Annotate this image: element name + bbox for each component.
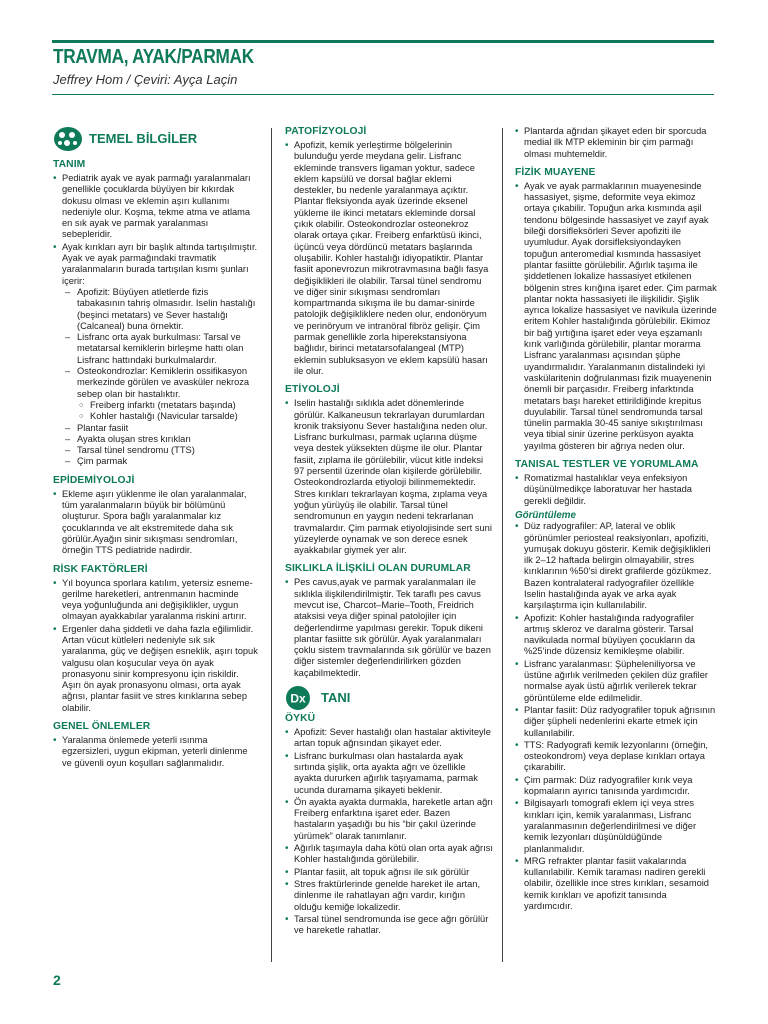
header-rule bbox=[52, 40, 714, 43]
list-item: • Apofizit: Kohler hastalığında radyografiler artmış skleroz ve daralma gösterir. Tarsal navikulada normal büyüyen çocukların da %25'inde düzensiz kemikleşme olabilir. bbox=[515, 613, 717, 658]
sub-list bbox=[64, 287, 258, 468]
continued-list bbox=[515, 126, 717, 160]
diagnosis-icon bbox=[285, 685, 315, 711]
column-middle bbox=[285, 126, 493, 937]
section-title-tani: TANI bbox=[321, 690, 351, 706]
list-item: • Stres fraktürlerinde genelde hareket ile artan, dinlenme ile rahatlayan ağrı vardır, kırığın olduğu kemiğe lokalizedir. bbox=[285, 879, 493, 913]
heading-tanisal: TANISAL TESTLER VE YORUMLAMA bbox=[515, 459, 699, 471]
heading-risk: RİSK FAKTÖRLERİ bbox=[53, 563, 148, 575]
sub-list-item bbox=[64, 366, 258, 422]
basics-icon bbox=[53, 126, 83, 152]
heading-onlemler: GENEL ÖNLEMLER bbox=[53, 721, 151, 733]
list-item: • Lisfranc yaralanması: Şüpheleniliyorsa ve üstüne ağırlık verilmeden çekilen düz grafiler normalse ayak üstü ağırlık verilerek tekrar görüntüleme elde edilmelidir. bbox=[515, 659, 717, 704]
heading-oyku: ÖYKÜ bbox=[285, 713, 316, 725]
list-item: • Apofizit: Sever hastalığı olan hastalar aktiviteyle artan topuk ağrısından şikayet eder. bbox=[285, 727, 493, 750]
sub-list-item: – Plantar fasiit bbox=[64, 423, 258, 434]
list-item: • Romatizmal hastalıklar veya enfeksiyon düşünülmedikçe laboratuvar her hastada gerekli değildir. bbox=[515, 473, 717, 507]
tanim-list bbox=[53, 173, 258, 468]
list-item: • Çim parmak: Düz radyografiler kırık veya kopmaların ayırıcı tanısında yardımcıdır. bbox=[515, 775, 717, 798]
sub-list-item-text: Osteokondrozlar: Kemiklerin ossifikasyon merkezinde görülen ve avasküler nekroza sebep olan bir hastalıktır. bbox=[77, 366, 250, 399]
list-item: • Pediatrik ayak ve ayak parmağı yaralanmaları genellikle çocuklarda büyüyen bir kıkırdak dokusu olması ve eklemin aşırı kullanımı nedeniyle olur. Koşma, tekme atma ve atlama en sık ayak ve parmak yaralanması sebepleridir. bbox=[53, 173, 258, 241]
page-number: 2 bbox=[53, 972, 61, 988]
sub-list-item: – Tarsal tünel sendromu (TTS) bbox=[64, 445, 258, 456]
list-item: • Plantar fasiit, alt topuk ağrısı ile sık görülür bbox=[285, 867, 493, 878]
heading-goruntuleme: Görüntüleme bbox=[515, 509, 576, 521]
list-item: • Tarsal tünel sendromunda ise gece ağrı görülür ve hareketle rahatlar. bbox=[285, 914, 493, 937]
list-item: • Düz radyografiler: AP, lateral ve oblik görünümler periosteal reaksiyonları, apofiziti, yumuşak dokuyu gösterir. Kemik değişiklikleri ilk 2–12 haftada belirgin olmayabilir, stres kırıklarının %50'si direkt grafilerde gözükmez. Bazen kontralateral radyografiler özellikle Iselin hastalığında ayak ve arka ayak karşılaştırma için kullanılabilir. bbox=[515, 521, 717, 611]
list-item: • Ergenler daha şiddetli ve daha fazla eğilimlidir. Artan vücut kütleleri nedeniyle sık sık yaralanma, güç ve değişen esneklik, aşırı topuk valgusu olan koşucular veya ön ayak pronasyonu sinir kompresyonu için riskildir. Aşırı ön ayak pronasyonu olması, orta ayak ağrısı, plantar fasiit ve stres kırıklarına sebep olabilir. bbox=[53, 624, 258, 714]
list-item: • Iselin hastalığı sıklıkla adet dönemlerinde görülür. Kalkaneusun tekrarlayan durumlardan kronik traksiyonu Sever hastalığına neden olur. Lisfranc burkulması, parmak uçlarına düşme veya destek yüksekten düşme ile olur. Plantar fasiit, zıplama ile görülebilir, vücut kitle indeksi 97 persentil üzerinde olan kişilerde görülebilir. Osteokondrozlarda etiyoloji bilinmemektedir. Stres kırıkları tekrarlayan koşma, zıplama veya yoğun yürüyüş ile olabilir. Tarsal tünel sendromunun en yaygın nedeni tekrarlanan travmalardır. Çim parmak etiyolojisinde sert suni yüzeylerde oynamak ve son derece esnek ayakkabılar giymek yer alır. bbox=[285, 398, 493, 556]
column-left bbox=[53, 126, 258, 770]
list-item: • Ağırlık taşımayla daha kötü olan orta ayak ağrısı Kohler hastalığında görülebilir. bbox=[285, 843, 493, 866]
sub-list-item: – Apofizit: Büyüyen atletlerde fizis tabakasının tahriş olmasıdır. Iselin hastalığı (beşinci metatars) ve Sever hastalığı (Calcaneal) buna örnektir. bbox=[64, 287, 258, 332]
nested-list bbox=[79, 400, 258, 423]
oyku-list bbox=[285, 727, 493, 936]
etiyoloji-list bbox=[285, 398, 493, 556]
svg-text:Dx: Dx bbox=[290, 691, 306, 706]
column-divider bbox=[271, 128, 272, 962]
list-item: • Bilgisayarlı tomografi eklem içi veya stres kırıkları için, kemik yaralanması, Lisfranc yaralanmasının değerlendirilmesi ve diğer kemik lezyonları düşünüldüğünde planlanmalıdır. bbox=[515, 798, 717, 854]
list-item: • Ayak ve ayak parmaklarının muayenesinde hassasiyet, şişme, deformite veya ekimoz ortaya çıkabilir. Topuğun arka kısmında aşil tendonu bölgesinde hassasiyet ve zayıf ayak bileği dorsifleksörleri Sever apofiziti ile uyumludur. Ayak dorsifleksiyondayken topuğun anteromedial kısmında hassasiyet plantar fasiitte görülebilir. Ağırlık taşıma ile şiddetlenen lokalize hassasiyet etkilenen bölgenin stres kırığına işaret eder. Çim parmak plantar nokta hassasiyeti ile ilişkilidir. Şişlik ayrıca lokalize hassasiyet ve navikula üzerinde eritem Kohler hastalığında görülebilir. Ekimoz bir bağ yırtığına işaret eder veya eşzamanlı kırık varlığında görülebilir, plantar morarma Lisfranc yaralanması açısından şüphe uyandırmalıdır. Yaralanmanın distalindeki iyi vaskülaritenin doğrulanması fizik muayenenin önemli bir parçasıdır. Freiberg infarktında metatars başı hareket ettirildiğinde krepitus duyulabilir. Tarsal tünel sendromunda tarsal tünelin parmakla 30-45 saniye sıkıştırılması veya tibial sinir üzerine perküsyon ayakta yayılma gösteren bir ağrıya neden olur. bbox=[515, 181, 717, 452]
list-item: • Ön ayakta ayakta durmakla, hareketle artan ağrı Freiberg enfarktına işaret eder. Bazen hastaların yaşadığı bu his “bir çakıl üzerinde yürümek” olarak tanımlanır. bbox=[285, 797, 493, 842]
list-item: • MRG refrakter plantar fasiit vakalarında kullanılabilir. Kemik taraması nadiren gerekli olabilir, özellikle ince stres kırıkları, sesamoid kemik kırıkları ve apofizit tanısında yardımcıdır. bbox=[515, 856, 717, 912]
list-item: • Yaralanma önlemede yeterli ısınma egzersizleri, uygun ekipman, yeterli dinlenme ve güvenli oyun koşulları sağlanmalıdır. bbox=[53, 735, 258, 769]
list-item: • Plantarda ağrıdan şikayet eden bir sporcuda medial ilk MTP ekleminin bir çim parmağı olması muhtemeldir. bbox=[515, 126, 717, 160]
list-item: • TTS: Radyografi kemik lezyonlarını (örneğin, osteokondrom) veya deplase kırıkları ortaya çıkarabilir. bbox=[515, 740, 717, 774]
nested-list-item: ○ Kohler hastalığı (Navicular tarsalde) bbox=[79, 411, 258, 422]
heading-tanim: TANIM bbox=[53, 159, 86, 170]
sub-list-item: – Ayakta oluşan stres kırıkları bbox=[64, 434, 258, 445]
list-item: • Plantar fasiit: Düz radyografiler topuk ağrısının diğer şüpheli nedenlerini ekarte etmek için kullanılabilir. bbox=[515, 705, 717, 739]
section-header-temel bbox=[53, 126, 258, 152]
heading-sikliklar: SIKLIKLA İLİŞKİLİ OLAN DURUMLAR bbox=[285, 563, 471, 575]
epidemiyoloji-list bbox=[53, 489, 258, 557]
heading-etiyoloji: ETİYOLOJİ bbox=[285, 384, 340, 396]
column-divider bbox=[502, 128, 503, 962]
fizik-list bbox=[515, 181, 717, 452]
sub-list-item: – Çim parmak bbox=[64, 456, 258, 467]
heading-patofizyoloji: PATOFİZYOLOJİ bbox=[285, 126, 367, 137]
patofizyoloji-list bbox=[285, 140, 493, 377]
column-right bbox=[515, 126, 717, 913]
section-header-tani bbox=[285, 685, 493, 711]
heading-fizik: FİZİK MUAYENE bbox=[515, 166, 596, 178]
header-underline bbox=[52, 94, 714, 95]
heading-epidemiyoloji: EPİDEMİYOLOJİ bbox=[53, 474, 135, 486]
list-item: • Pes cavus,ayak ve parmak yaralanmaları ile sıklıkla ilişkilendirilmiştir. Tek taraflı pes cavus mevcut ise, Charcot–Marie–Tooth, Freidrich ataksisi veya diğer spinal patolojiler için değerlendirme yapılması gerekir. Topuk dikeni plantar fasiitte sık görülür. Ayak yaralanmaları çoklu sistem travmalarında sık görülür ve bazen diğer sistemler değerlendirilirken gözden kaçabilmektedir. bbox=[285, 577, 493, 679]
list-item-text: Ayak kırıkları ayrı bir başlık altında tartışılmıştır. Ayak ve ayak parmağındaki travmatik yaralanmaların burada tartışılan kısmı şunları içerir: bbox=[62, 241, 258, 286]
sikliklar-list bbox=[285, 577, 493, 679]
list-item: • Yıl boyunca sporlara katılım, yetersiz esneme-gerilme hareketleri, antrenmanın hacminde veya yoğunluğunda ani değişiklikler, uygun olmayan ayakkabılar yaralanma riskini artırır. bbox=[53, 578, 258, 623]
risk-list bbox=[53, 578, 258, 715]
goruntuleme-list bbox=[515, 521, 717, 912]
list-item: • Apofizit, kemik yerleştirme bölgelerinin bulunduğu yerde meydana gelir. Lisfranc ekleminde transvers ligaman yoktur, sadece eklem kapsülü ve dorsal bağlar eklemi destekler, bu nedenle yaralanmaya açıktır. Plantar fleksiyonda ayak üzerinde eksenel yükleme ile ikinci metatars ekleminde dorsal çıkık olabilir. Osteokondrozlar osteonekroz olarak ortaya çıkar. Freiberg enfarktüsü ikinci, üçüncü veya dördüncü metatars başlarında oluşabilir. Kohler hastalığı idiyopatiktir. Plantar fasiit aponevrozun mikrotravmasına bağlı fasya değişiklikleri ile olabilir. Tarsal tünel sendromu ve diğer sinir sıkışması sendromları kompartmanda sıkışma ile bu damar-sinirde patolojik değişikliklere neden olur, endonöryum ve perinöryum ve intranöral fibröz gelişir. Çim parmak genellikle zorla hiperekstansiyona bağlıdır, birinci metatarsofalangeal (MTP) eklemin subluksasyon ve eklem kapsülü hasarı ile olur. bbox=[285, 140, 493, 377]
page-title: TRAVMA, AYAK/PARMAK bbox=[53, 46, 254, 68]
list-item: • Ekleme aşırı yüklenme ile olan yaralanmalar, tüm yaralanmaların büyük bir bölümünü oluşturur. Spora bağlı yaralanmalar kız çocuklarında ve alt ekstremitede daha sık görülür.Ayağın sinir sıkışması sendromları, örneğin TTS pediatride nadirdir. bbox=[53, 489, 258, 557]
sub-list-item: – Lisfranc orta ayak burkulması: Tarsal ve metatarsal kemiklerin birleşme hattı olan Lisfranc hattındaki burkulmalardır. bbox=[64, 332, 258, 366]
list-item bbox=[53, 242, 258, 468]
list-item: • Lisfranc burkulması olan hastalarda ayak sırtında şişlik, orta ayakta ağrı ve özellikle ayakta dururken ağırlık taşıyamama, parmak ucunda duramama şikayeti beklenir. bbox=[285, 751, 493, 796]
onlemler-list bbox=[53, 735, 258, 769]
authors-line: Jeffrey Hom / Çeviri: Ayça Laçin bbox=[53, 72, 238, 87]
section-title-temel: TEMEL BİLGİLER bbox=[89, 131, 198, 147]
tanisal-list bbox=[515, 473, 717, 507]
nested-list-item: ○ Freiberg infarktı (metatars başında) bbox=[79, 400, 258, 411]
